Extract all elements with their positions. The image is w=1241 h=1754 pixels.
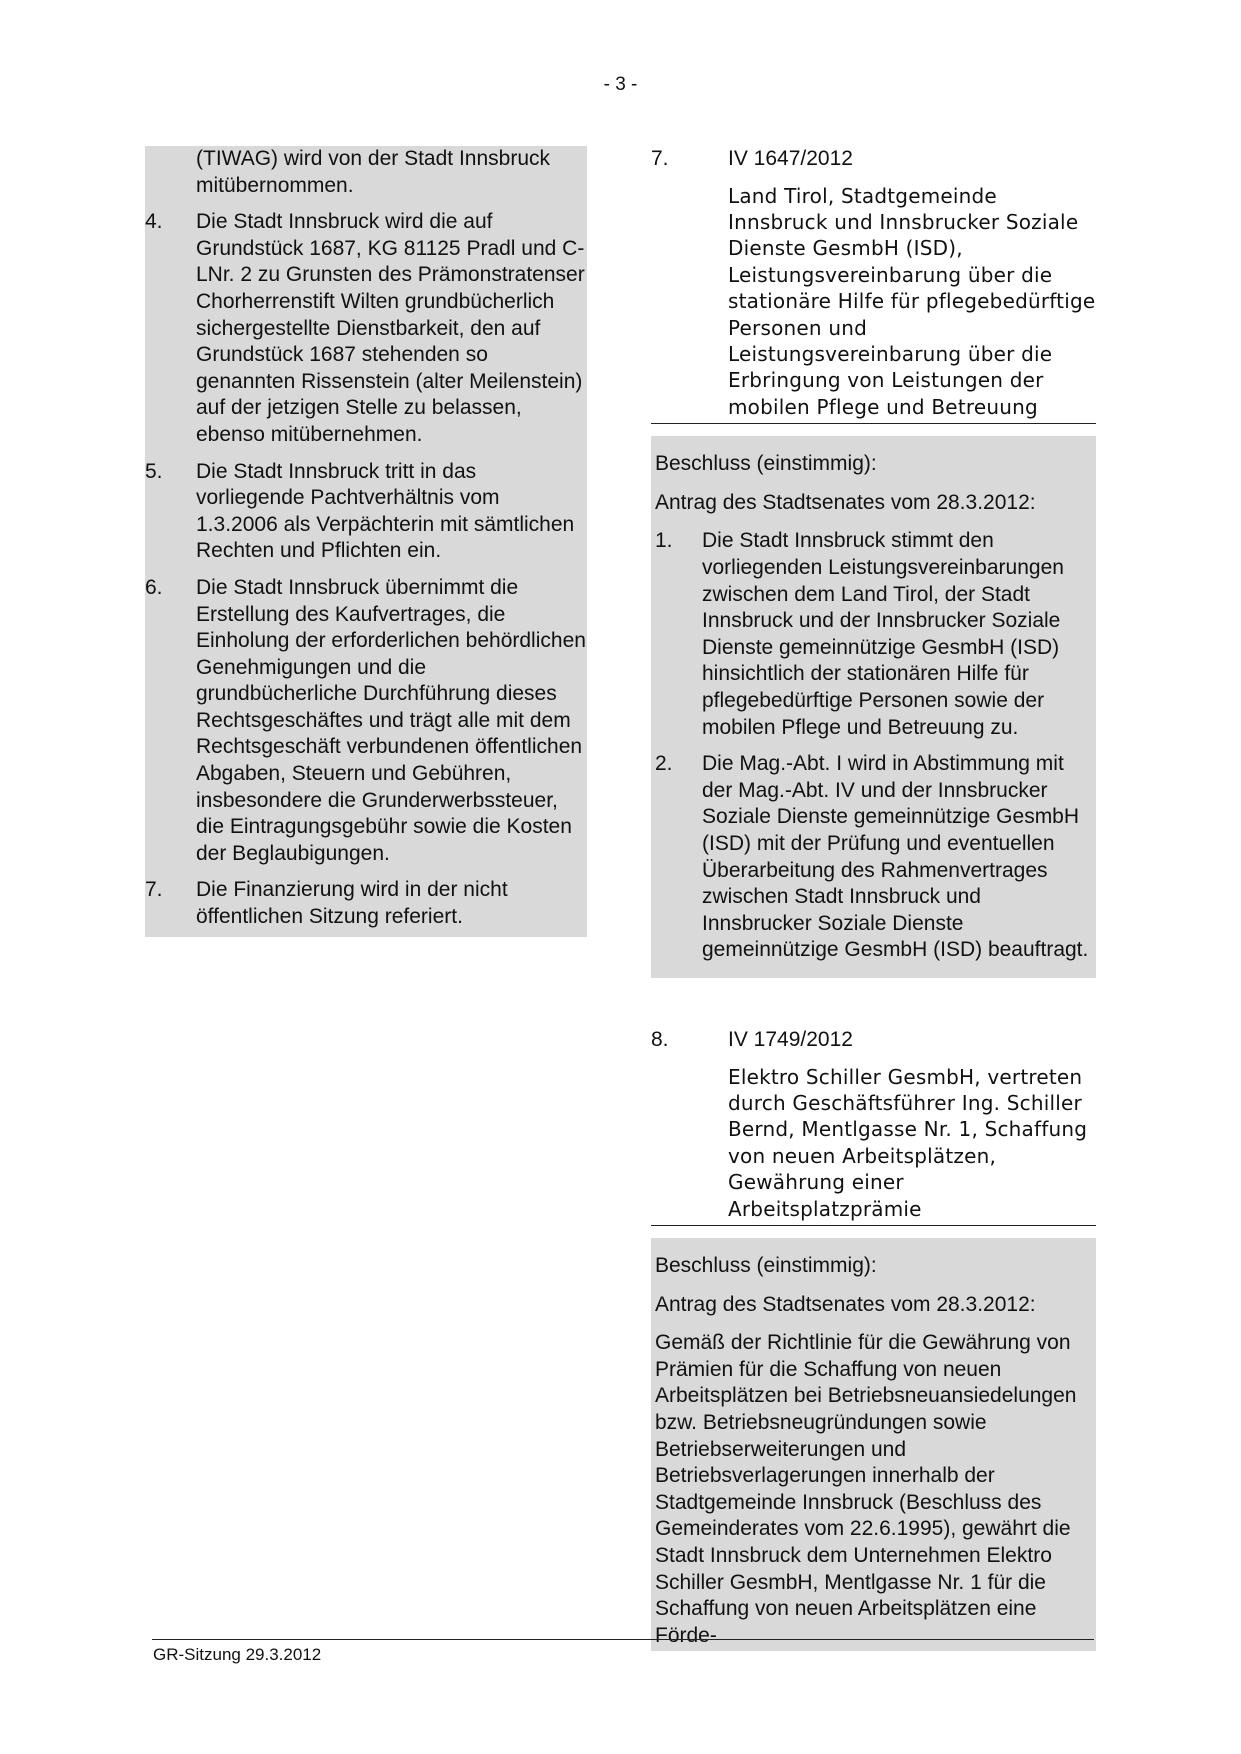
right-column xyxy=(651,146,1096,1651)
list-item-number: 2. xyxy=(655,752,673,776)
resolution-box xyxy=(651,1238,1096,1651)
agenda-item-number: 7. xyxy=(651,147,669,170)
motion-label: Antrag des Stadtsenates vom 28.3.2012: xyxy=(655,1292,1036,1316)
agenda-item-reference: IV 1647/2012 xyxy=(728,147,853,170)
list-item-text: Die Stadt Innsbruck stimmt den vorliegenden Leistungsvereinbarungen zwischen dem Land Tirol, der Stadt Innsbruck und der Innsbrucker Soziale Dienste gemeinnützige GesmbH (ISD) hinsichtlich der stationären Hilfe für pflegebedürftige Personen sowie der mobilen Pflege und Betreuung zu. xyxy=(702,529,1064,739)
list-item xyxy=(655,528,1092,741)
decision-label: Beschluss (einstimmig): xyxy=(655,1253,877,1277)
resolution-body-text: Gemäß der Richtlinie für die Gewährung von Prämien für die Schaffung von neuen Arbeitsplätzen bei Betriebsneuansiedelungen bzw. Betriebsneugründungen sowie Betriebserweiterungen und Betriebsverlagerungen innerhalb der Stadtgemeinde Innsbruck (Beschluss des Gemeinderates vom 22.6.1995), gewährt die Stadt Innsbruck dem Unternehmen Elektro Schiller GesmbH, Mentlgasse Nr. 1 für die Schaffung von neuen Arbeitsplätzen eine Förde- xyxy=(655,1331,1077,1647)
agenda-item-reference: IV 1749/2012 xyxy=(728,1027,853,1051)
divider xyxy=(651,1225,1096,1226)
list-item xyxy=(145,209,587,448)
list-item-text: Die Mag.-Abt. I wird in Abstimmung mit der Mag.-Abt. IV und der Innsbrucker Soziale Dienste gemeinnützige GesmbH (ISD) mit der Prüfung und eventuellen Überarbeitung des Rahmenvertrages zwischen Stadt Innsbruck und Innsbrucker Soziale Dienste gemeinnützige GesmbH (ISD) beauftragt. xyxy=(702,752,1089,962)
footer-divider xyxy=(152,1639,1094,1640)
list-item-text: Die Stadt Innsbruck übernimmt die Erstellung des Kaufvertrages, die Einholung der erforderlichen behördlichen Genehmigungen und die grundbücherliche Durchführung dieses Rechtsgeschäftes und trägt alle mit dem Rechtsgeschäft verbundenen öffentlichen Abgaben, Steuern und Gebühren, insbesondere die Grunderwerbssteuer, die Eintragungsgebühr sowie die Kosten der Beglaubigungen. xyxy=(196,575,586,865)
list-item-number: 5. xyxy=(145,459,163,483)
agenda-item-subject: Land Tirol, Stadtgemeinde Innsbruck und Innsbrucker Soziale Dienste GesmbH (ISD), Leistungsvereinbarung über die stationäre Hilfe für pflegebedürftige Personen und Leistungsvereinbarung über die Erbringung von Leistungen der mobilen Pflege und Betreuung xyxy=(728,183,1096,419)
footer-text: GR-Sitzung 29.3.2012 xyxy=(153,1645,322,1664)
list-item xyxy=(145,575,587,868)
left-column-resolution xyxy=(145,146,587,937)
list-item-text: Die Stadt Innsbruck tritt in das vorliegende Pachtverhältnis vom 1.3.2006 als Verpächterin mit sämtlichen Rechten und Pflichten ein. xyxy=(196,459,575,563)
page-number: - 3 - xyxy=(603,74,638,95)
list-item-number: 6. xyxy=(145,575,163,599)
list-item xyxy=(655,751,1092,964)
agenda-item-number: 8. xyxy=(651,1027,669,1051)
list-item-text: Die Stadt Innsbruck wird die auf Grundstück 1687, KG 81125 Pradl und C-LNr. 2 zu Grunsten des Prämonstratenser Chorherrenstift Wilten grundbücherlich sichergestellte Dienstbarkeit, den auf Grundstück 1687 stehenden so genannten Rissenstein (alter Meilenstein) auf der jetzigen Stelle zu belassen, ebenso mitübernehmen. xyxy=(196,210,585,446)
resolution-box xyxy=(651,436,1096,978)
continuation-text: (TIWAG) wird von der Stadt Innsbruck mitübernommen. xyxy=(196,147,550,197)
list-item xyxy=(145,459,587,565)
agenda-item-8 xyxy=(651,1027,1096,1651)
agenda-item-7 xyxy=(651,146,1096,978)
agenda-item-subject: Elektro Schiller GesmbH, vertreten durch Geschäftsführer Ing. Schiller Bernd, Mentlgasse Nr. 1, Schaffung von neuen Arbeitsplätzen, Gewährung einer Arbeitsplatzprämie xyxy=(728,1064,1088,1221)
list-item-number: 7. xyxy=(145,878,163,902)
list-item-number: 4. xyxy=(145,210,163,234)
motion-label: Antrag des Stadtsenates vom 28.3.2012: xyxy=(655,490,1036,514)
list-item-text: Die Finanzierung wird in der nicht öffentlichen Sitzung referiert. xyxy=(196,878,508,929)
list-item-number: 1. xyxy=(655,529,673,553)
list-item xyxy=(145,877,587,930)
agenda-item-header xyxy=(651,146,1096,173)
divider xyxy=(651,423,1096,424)
agenda-item-header xyxy=(651,1027,1096,1054)
decision-label: Beschluss (einstimmig): xyxy=(655,452,877,476)
